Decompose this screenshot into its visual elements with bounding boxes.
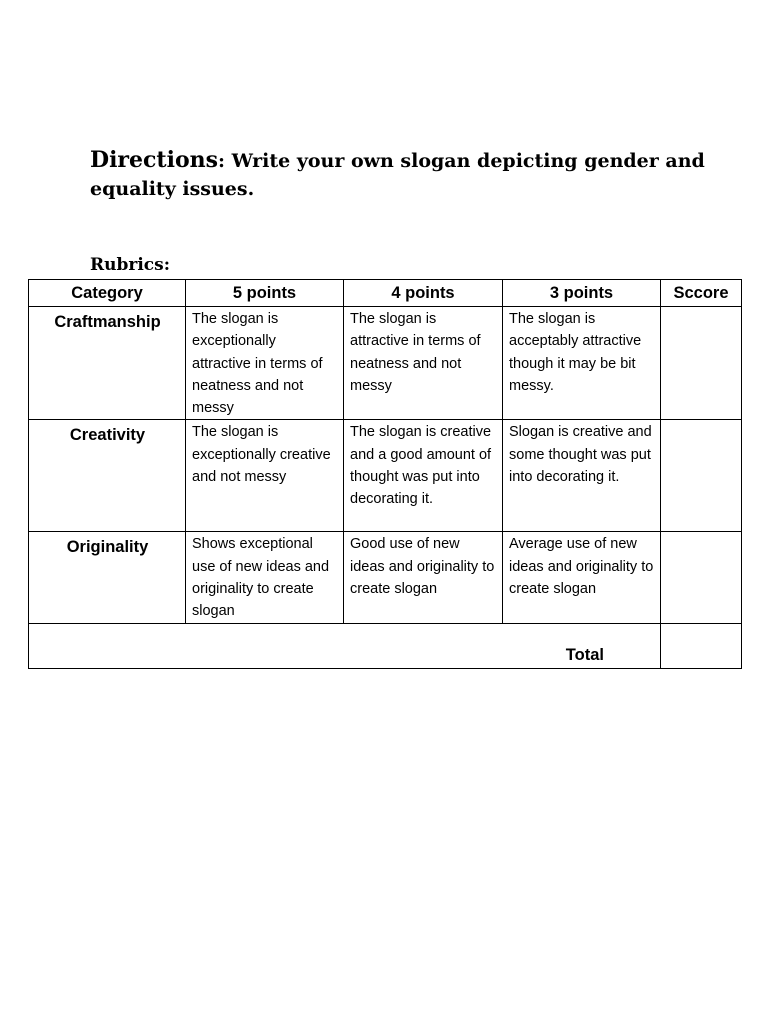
header-4-points: 4 points [344, 280, 503, 307]
header-row [29, 280, 742, 307]
category-cell: Craftmanship [29, 307, 186, 420]
header-3-points: 3 points [503, 280, 661, 307]
table-row [29, 532, 742, 624]
table-row [29, 307, 742, 420]
three-points-cell: Average use of new ideas and originality to create slogan [503, 532, 661, 624]
directions-lead: Directions [90, 147, 218, 173]
category-cell: Creativity [29, 420, 186, 532]
table-row [29, 420, 742, 532]
score-cell[interactable] [661, 420, 742, 532]
directions-instructions: : Write your own slogan depicting gender and equality issues. [90, 150, 705, 200]
directions-text [90, 146, 710, 203]
four-points-cell: The slogan is creative and a good amount of thought was put into decorating it. [344, 420, 503, 532]
total-label: Total [29, 624, 661, 669]
five-points-cell: The slogan is exceptionally attractive in terms of neatness and not messy [186, 307, 344, 420]
three-points-cell: The slogan is acceptably attractive though it may be bit messy. [503, 307, 661, 420]
total-score-cell[interactable] [661, 624, 742, 669]
header-category: Category [29, 280, 186, 307]
four-points-cell: Good use of new ideas and originality to create slogan [344, 532, 503, 624]
category-cell: Originality [29, 532, 186, 624]
five-points-cell: Shows exceptional use of new ideas and originality to create slogan [186, 532, 344, 624]
score-cell[interactable] [661, 307, 742, 420]
score-cell[interactable] [661, 532, 742, 624]
total-row [29, 624, 742, 669]
three-points-cell: Slogan is creative and some thought was put into decorating it. [503, 420, 661, 532]
four-points-cell: The slogan is attractive in terms of neatness and not messy [344, 307, 503, 420]
rubric-table [28, 279, 742, 669]
header-score: Sccore [661, 280, 742, 307]
rubrics-heading: Rubrics: [90, 255, 170, 275]
five-points-cell: The slogan is exceptionally creative and not messy [186, 420, 344, 532]
header-5-points: 5 points [186, 280, 344, 307]
